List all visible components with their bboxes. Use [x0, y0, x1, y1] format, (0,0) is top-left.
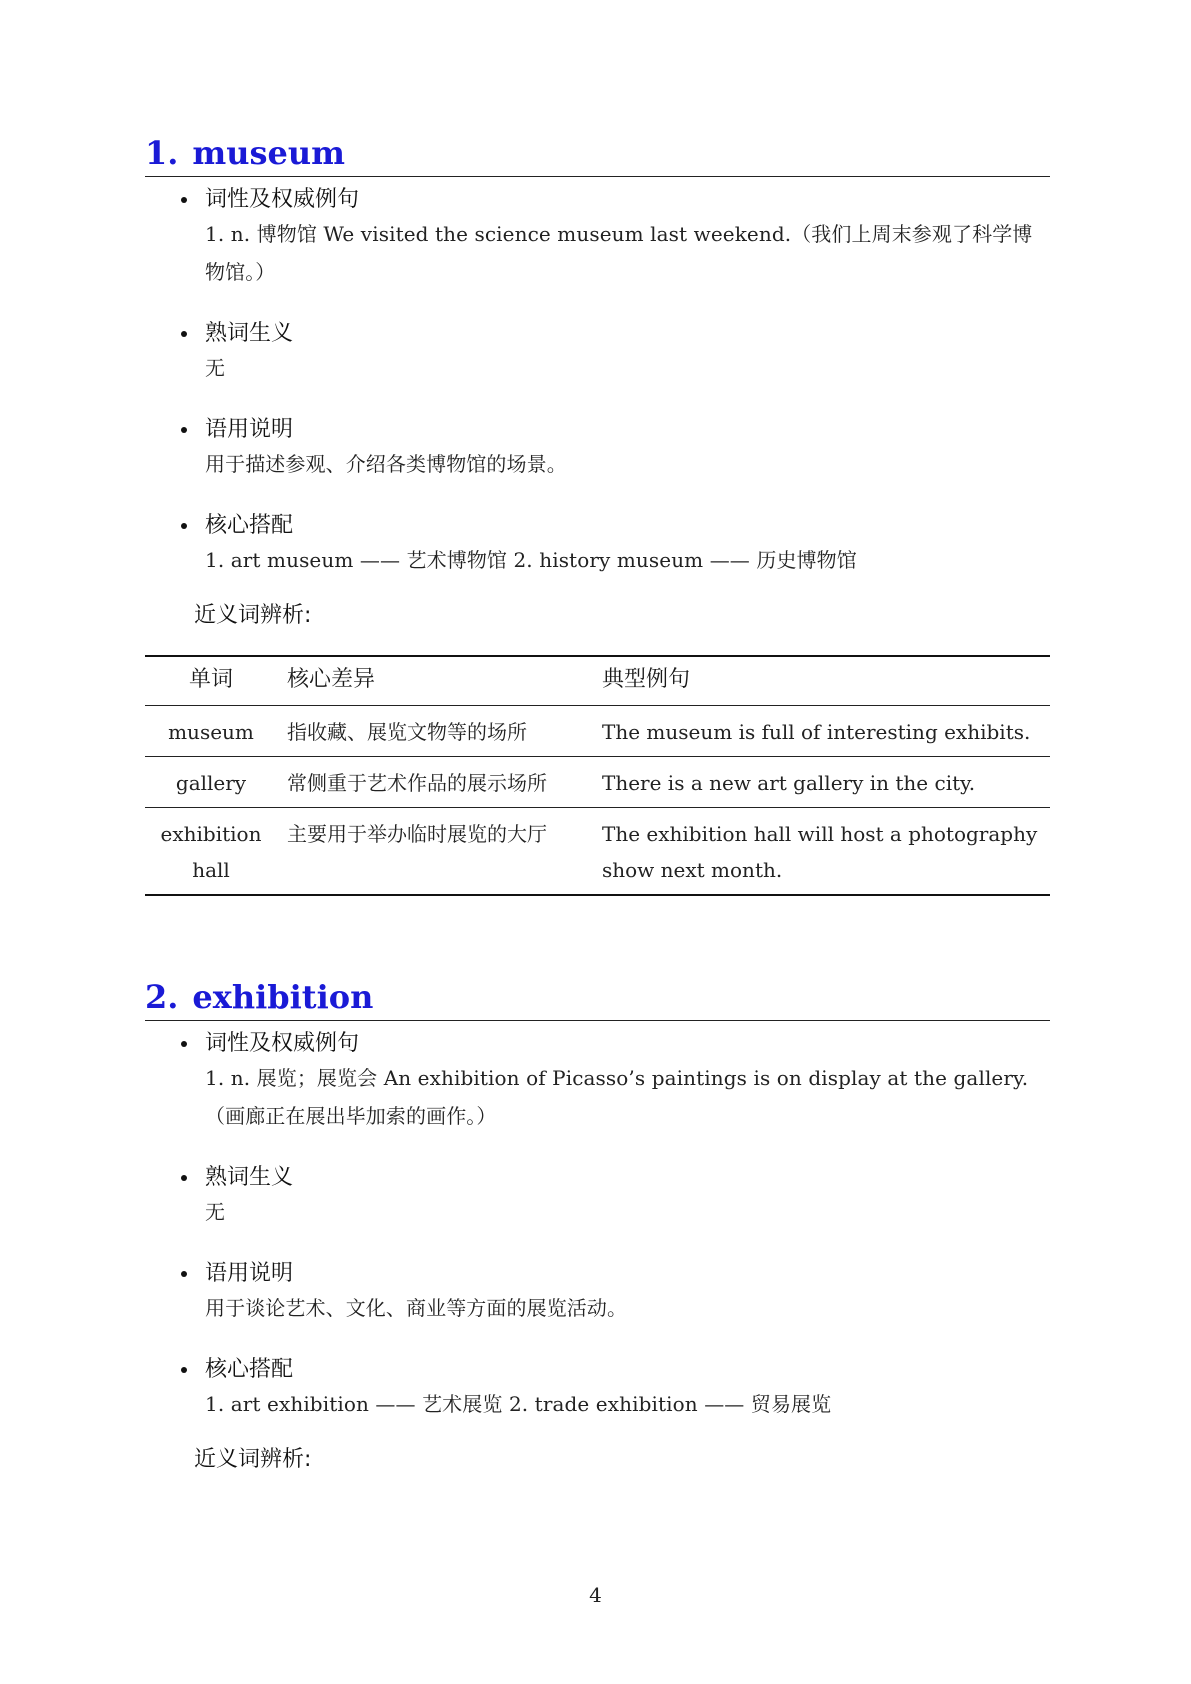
cell-example: There is a new art gallery in the city.	[602, 771, 976, 795]
entry-items	[145, 185, 1050, 579]
item-body: 无	[205, 1200, 226, 1224]
item-heading: 词性及权威例句	[205, 187, 360, 212]
column-header-difference: 核心差异	[287, 667, 376, 692]
item-heading: 词性及权威例句	[205, 1031, 360, 1056]
item-heading: 核心搭配	[205, 1357, 294, 1382]
item-usage	[205, 415, 1050, 483]
cell-example: The museum is full of interesting exhibits.	[602, 720, 1031, 744]
cell-example: The exhibition hall will host a photography show next month.	[602, 822, 1038, 882]
table-row	[145, 706, 1050, 757]
bullet-icon	[181, 1041, 187, 1047]
bullet-icon	[181, 331, 187, 337]
table-header-row	[145, 656, 1050, 706]
section-word: museum	[192, 134, 346, 172]
section-title	[145, 974, 1050, 1021]
synonym-label: 近义词辨析:	[194, 603, 312, 628]
item-heading: 熟词生义	[205, 1165, 294, 1190]
document-page	[145, 130, 1050, 1499]
item-heading: 语用说明	[205, 1261, 294, 1286]
column-header-word: 单词	[188, 667, 233, 692]
cell-difference: 常侧重于艺术作品的展示场所	[287, 771, 547, 795]
item-usage	[205, 1259, 1050, 1327]
item-body: 用于描述参观、介绍各类博物馆的场景。	[205, 452, 567, 476]
section-title	[145, 130, 1050, 177]
section-spacer	[145, 896, 1050, 974]
item-body: 1. n. 展览；展览会 An exhibition of Picasso’s paintings is on display at the gallery.（画廊正在展出毕加索的画作。）	[205, 1066, 1029, 1128]
item-extended-meaning	[205, 319, 1050, 387]
cell-difference: 主要用于举办临时展览的大厅	[287, 822, 547, 846]
entry-museum	[145, 130, 1050, 896]
bullet-icon	[181, 523, 187, 529]
cell-difference: 指收藏、展览文物等的场所	[287, 720, 527, 744]
entry-items	[145, 1029, 1050, 1423]
cell-word: museum	[168, 720, 254, 744]
item-collocations	[205, 511, 1050, 579]
section-word: exhibition	[192, 978, 374, 1016]
item-heading: 熟词生义	[205, 321, 294, 346]
section-number: 1.	[145, 134, 179, 172]
item-definitions	[205, 1029, 1050, 1135]
section-number: 2.	[145, 978, 179, 1016]
bullet-icon	[181, 197, 187, 203]
entry-exhibition	[145, 974, 1050, 1475]
bullet-icon	[181, 1271, 187, 1277]
column-header-example: 典型例句	[602, 667, 691, 692]
item-heading: 核心搭配	[205, 513, 294, 538]
item-collocations	[205, 1355, 1050, 1423]
item-heading: 语用说明	[205, 417, 294, 442]
bullet-icon	[181, 1175, 187, 1181]
table-row	[145, 808, 1050, 896]
synonym-label: 近义词辨析:	[194, 1447, 312, 1472]
cell-word: exhibition hall	[160, 822, 262, 882]
bullet-icon	[181, 427, 187, 433]
synonym-table	[145, 655, 1050, 896]
page-number: 4	[589, 1583, 602, 1607]
item-extended-meaning	[205, 1163, 1050, 1231]
bullet-icon	[181, 1367, 187, 1373]
item-body: 1. art exhibition —— 艺术展览 2. trade exhibition —— 贸易展览	[205, 1392, 832, 1416]
item-body: 用于谈论艺术、文化、商业等方面的展览活动。	[205, 1296, 628, 1320]
item-body: 无	[205, 356, 226, 380]
item-body: 1. art museum —— 艺术博物馆 2. history museum —— 历史博物馆	[205, 548, 857, 572]
cell-word: gallery	[175, 771, 247, 795]
item-body: 1. n. 博物馆 We visited the science museum last weekend.（我们上周末参观了科学博物馆。）	[205, 222, 1033, 284]
item-definitions	[205, 185, 1050, 291]
table-row	[145, 757, 1050, 808]
